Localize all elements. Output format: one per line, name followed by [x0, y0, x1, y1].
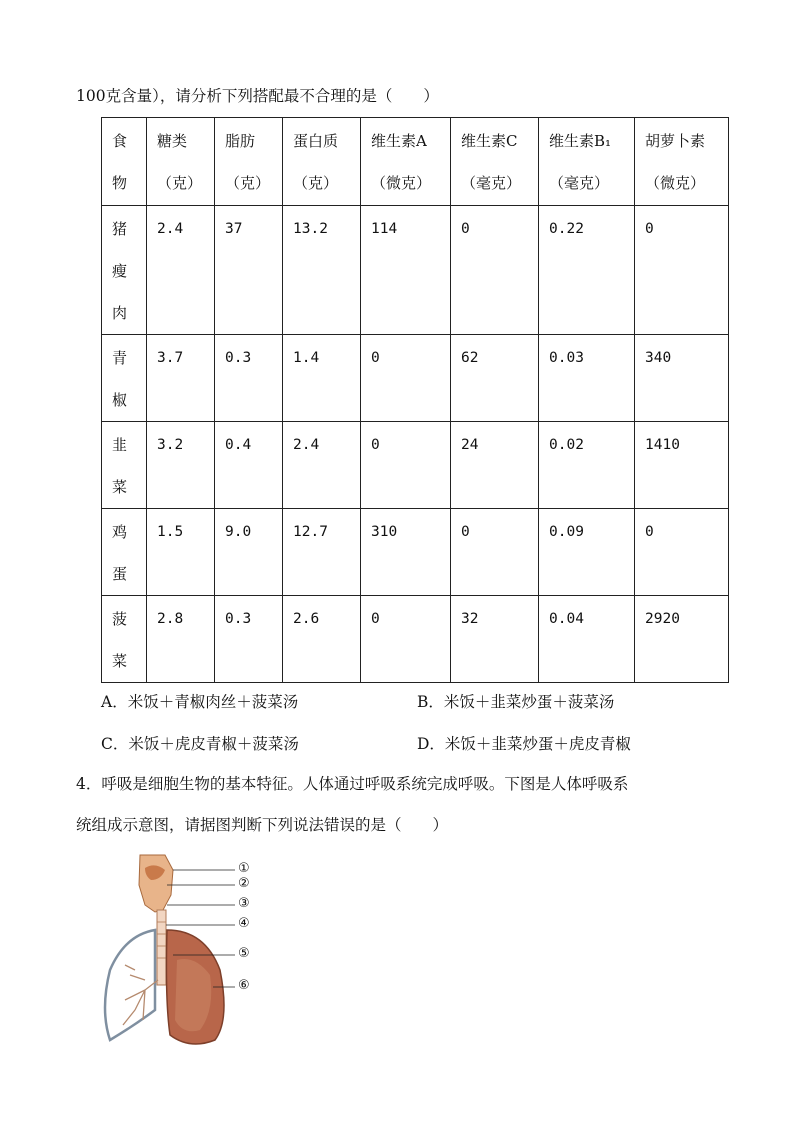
table-row	[102, 206, 729, 335]
header-sugar: 糖类 （克）	[147, 118, 215, 206]
table-cell: 2.6	[283, 596, 361, 683]
food-name: 青 椒	[102, 335, 147, 422]
table-cell: 0	[635, 509, 729, 596]
table-cell: 340	[635, 335, 729, 422]
food-name: 韭 菜	[102, 422, 147, 509]
nutrition-table	[101, 117, 729, 683]
header-fat: 脂肪 （克）	[215, 118, 283, 206]
label-2: ②	[238, 876, 250, 891]
header-vitamin-b1: 维生素B₁ （毫克）	[539, 118, 635, 206]
table-cell: 0.09	[539, 509, 635, 596]
option-d: D．米饭＋韭菜炒蛋＋虎皮青椒	[417, 735, 631, 753]
header-vitamin-a: 维生素A （微克）	[361, 118, 451, 206]
table-cell: 1.4	[283, 335, 361, 422]
table-cell: 114	[361, 206, 451, 335]
table-cell: 9.0	[215, 509, 283, 596]
table-cell: 12.7	[283, 509, 361, 596]
food-name: 猪 瘦 肉	[102, 206, 147, 335]
table-header-row	[102, 118, 729, 206]
label-5: ⑤	[238, 946, 250, 961]
table-cell: 0	[361, 596, 451, 683]
table-cell: 13.2	[283, 206, 361, 335]
table-row	[102, 596, 729, 683]
table-cell: 0.22	[539, 206, 635, 335]
table-cell: 2.4	[283, 422, 361, 509]
table-cell: 0.02	[539, 422, 635, 509]
table-cell: 0	[361, 422, 451, 509]
table-row	[102, 422, 729, 509]
table-cell: 0.03	[539, 335, 635, 422]
option-a: A．米饭＋青椒肉丝＋菠菜汤	[101, 693, 299, 711]
table-cell: 24	[451, 422, 539, 509]
table-cell: 0	[635, 206, 729, 335]
header-food: 食 物	[102, 118, 147, 206]
question-4-line-1: 4．呼吸是细胞生物的基本特征。人体通过呼吸系统完成呼吸。下图是人体呼吸系	[76, 775, 629, 793]
table-cell: 32	[451, 596, 539, 683]
table-cell: 310	[361, 509, 451, 596]
label-3: ③	[238, 896, 250, 911]
table-cell: 62	[451, 335, 539, 422]
label-6: ⑥	[238, 978, 250, 993]
table-cell: 0	[451, 206, 539, 335]
table-row	[102, 509, 729, 596]
table-cell: 2.4	[147, 206, 215, 335]
header-carotene: 胡萝卜素 （微克）	[635, 118, 729, 206]
option-b: B．米饭＋韭菜炒蛋＋菠菜汤	[417, 693, 615, 711]
table-cell: 0	[451, 509, 539, 596]
table-row	[102, 335, 729, 422]
table-cell: 2.8	[147, 596, 215, 683]
table-cell: 0.4	[215, 422, 283, 509]
option-c: C．米饭＋虎皮青椒＋菠菜汤	[101, 735, 299, 753]
table-cell: 0.3	[215, 596, 283, 683]
question-3-tail: 100克含量），请分析下列搭配最不合理的是（ ）	[76, 87, 439, 105]
food-name: 鸡 蛋	[102, 509, 147, 596]
label-1: ①	[238, 861, 250, 876]
food-name: 菠 菜	[102, 596, 147, 683]
table-cell: 1410	[635, 422, 729, 509]
header-vitamin-c: 维生素C （毫克）	[451, 118, 539, 206]
table-cell: 0.3	[215, 335, 283, 422]
header-protein: 蛋白质 （克）	[283, 118, 361, 206]
label-4: ④	[238, 916, 250, 931]
table-cell: 3.7	[147, 335, 215, 422]
table-cell: 0.04	[539, 596, 635, 683]
table-cell: 2920	[635, 596, 729, 683]
respiratory-system-diagram	[95, 850, 275, 1050]
table-cell: 1.5	[147, 509, 215, 596]
table-cell: 3.2	[147, 422, 215, 509]
table-cell: 37	[215, 206, 283, 335]
table-cell: 0	[361, 335, 451, 422]
question-4-line-2: 统组成示意图，请据图判断下列说法错误的是（ ）	[76, 816, 449, 834]
